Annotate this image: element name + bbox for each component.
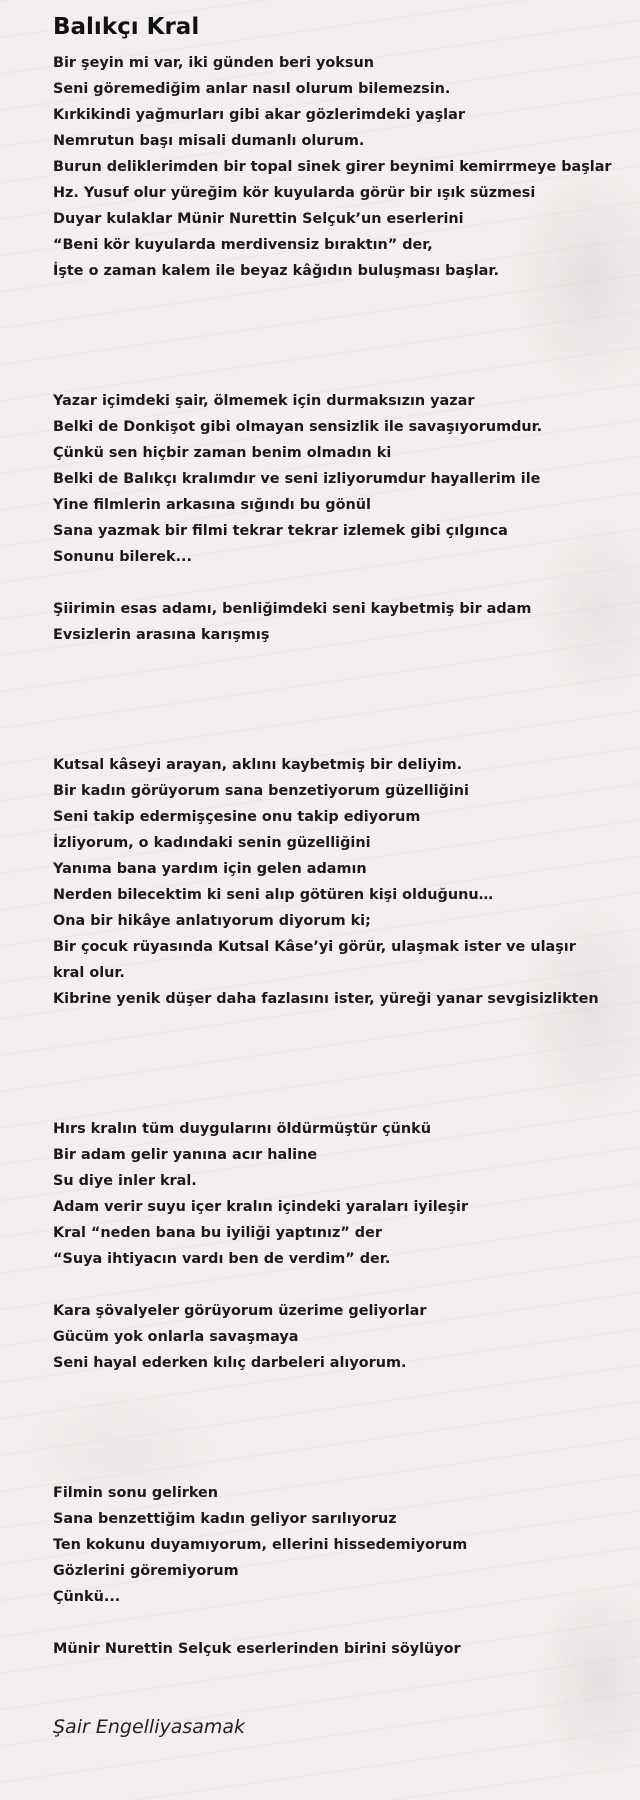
poem-line: Nemrutun başı misali dumanlı olurum. <box>53 133 365 149</box>
poem-line: Kutsal kâseyi arayan, aklını kaybetmiş bir deliyim. <box>53 757 463 773</box>
poem-line: Yazar içimdeki şair, ölmemek için durmaksızın yazar <box>53 393 475 409</box>
poem-line: Gözlerini göremiyorum <box>53 1563 239 1579</box>
poem-container <box>53 12 633 1740</box>
poem-line: Yine filmlerin arkasına sığındı bu gönül <box>53 497 371 513</box>
poem-line: Kırkikindi yağmurları gibi akar gözlerimdeki yaşlar <box>53 107 465 123</box>
poem-line: Adam verir suyu içer kralın içindeki yaraları iyileşir <box>53 1199 469 1215</box>
poem-line: “Suya ihtiyacın vardı ben de verdim” der. <box>53 1251 391 1267</box>
poem-line: Nerden bilecektim ki seni alıp götüren kişi olduğunu… <box>53 887 493 903</box>
poem-line: kral olur. <box>53 965 125 981</box>
poem-line: Yanıma bana yardım için gelen adamın <box>53 861 367 877</box>
poem-line: Filmin sonu gelirken <box>53 1485 219 1501</box>
poem-line: Kara şövalyeler görüyorum üzerime geliyorlar <box>53 1303 427 1319</box>
poem-line: Şiirimin esas adamı, benliğimdeki seni kaybetmiş bir adam <box>53 601 532 617</box>
poem-line: Sana benzettiğim kadın geliyor sarılıyoruz <box>53 1511 397 1527</box>
poem-line: Duyar kulaklar Münir Nurettin Selçuk’un eserlerini <box>53 211 464 227</box>
poem-line: Ten kokunu duyamıyorum, ellerini hissedemiyorum <box>53 1537 468 1553</box>
poem-line: Seni göremediğim anlar nasıl olurum bilemezsin. <box>53 81 451 97</box>
poem-line: Çünkü... <box>53 1589 121 1605</box>
poem-line: İzliyorum, o kadındaki senin güzelliğini <box>53 835 371 851</box>
stanza-gap <box>53 1376 633 1480</box>
poem-author: Şair Engelliyasamak <box>53 1716 246 1738</box>
poem-line: Bir çocuk rüyasında Kutsal Kâse’yi görür, ulaşmak ister ve ulaşır <box>53 939 576 955</box>
stanza-gap <box>53 284 633 388</box>
poem-line: Bir kadın görüyorum sana benzetiyorum güzelliğini <box>53 783 469 799</box>
poem-line: Ona bir hikâye anlatıyorum diyorum ki; <box>53 913 371 929</box>
poem-line: Kral “neden bana bu iyiliği yaptınız” der <box>53 1225 382 1241</box>
poem-line: Bir adam gelir yanına acır haline <box>53 1147 318 1163</box>
stanza-3 <box>53 596 633 648</box>
poem-line: Bir şeyin mi var, iki günden beri yoksun <box>53 55 374 71</box>
poem-line: İşte o zaman kalem ile beyaz kâğıdın buluşması başlar. <box>53 263 499 279</box>
poem-line: Hırs kralın tüm duygularını öldürmüştür çünkü <box>53 1121 431 1137</box>
stanza-gap <box>53 1272 633 1298</box>
stanza-5 <box>53 1116 633 1272</box>
poem-line: Burun deliklerimden bir topal sinek girer beynimi kemirrmeye başlar <box>53 159 612 175</box>
stanza-1 <box>53 50 633 284</box>
stanza-2 <box>53 388 633 570</box>
poem-line: Seni takip edermişçesine onu takip ediyorum <box>53 809 421 825</box>
stanza-7 <box>53 1480 633 1610</box>
stanza-8 <box>53 1636 633 1662</box>
poem-line: Münir Nurettin Selçuk eserlerinden birini söylüyor <box>53 1641 461 1657</box>
stanza-gap <box>53 648 633 752</box>
poem-line: Sana yazmak bir filmi tekrar tekrar izlemek gibi çılgınca <box>53 523 508 539</box>
stanza-gap <box>53 1610 633 1636</box>
poem-line: Belki de Balıkçı kralımdır ve seni izliyorumdur hayallerim ile <box>53 471 541 487</box>
poem-line: Hz. Yusuf olur yüreğim kör kuyularda görür bir ışık süzmesi <box>53 185 536 201</box>
poem-line: Evsizlerin arasına karışmış <box>53 627 270 643</box>
poem-line: “Beni kör kuyularda merdivensiz bıraktın” der, <box>53 237 433 253</box>
poem-line: Belki de Donkişot gibi olmayan sensizlik ile savaşıyorumdur. <box>53 419 543 435</box>
poem-line: Çünkü sen hiçbir zaman benim olmadın ki <box>53 445 392 461</box>
stanza-gap <box>53 570 633 596</box>
poem-title: Balıkçı Kral <box>53 14 200 40</box>
stanza-6 <box>53 1298 633 1376</box>
poem-line: Kibrine yenik düşer daha fazlasını ister, yüreği yanar sevgisizlikten <box>53 991 599 1007</box>
stanza-gap <box>53 1012 633 1116</box>
poem-line: Su diye inler kral. <box>53 1173 197 1189</box>
poem-line: Seni hayal ederken kılıç darbeleri alıyorum. <box>53 1355 407 1371</box>
poem-line: Sonunu bilerek... <box>53 549 192 565</box>
stanza-4 <box>53 752 633 1012</box>
poem-line: Gücüm yok onlarla savaşmaya <box>53 1329 299 1345</box>
